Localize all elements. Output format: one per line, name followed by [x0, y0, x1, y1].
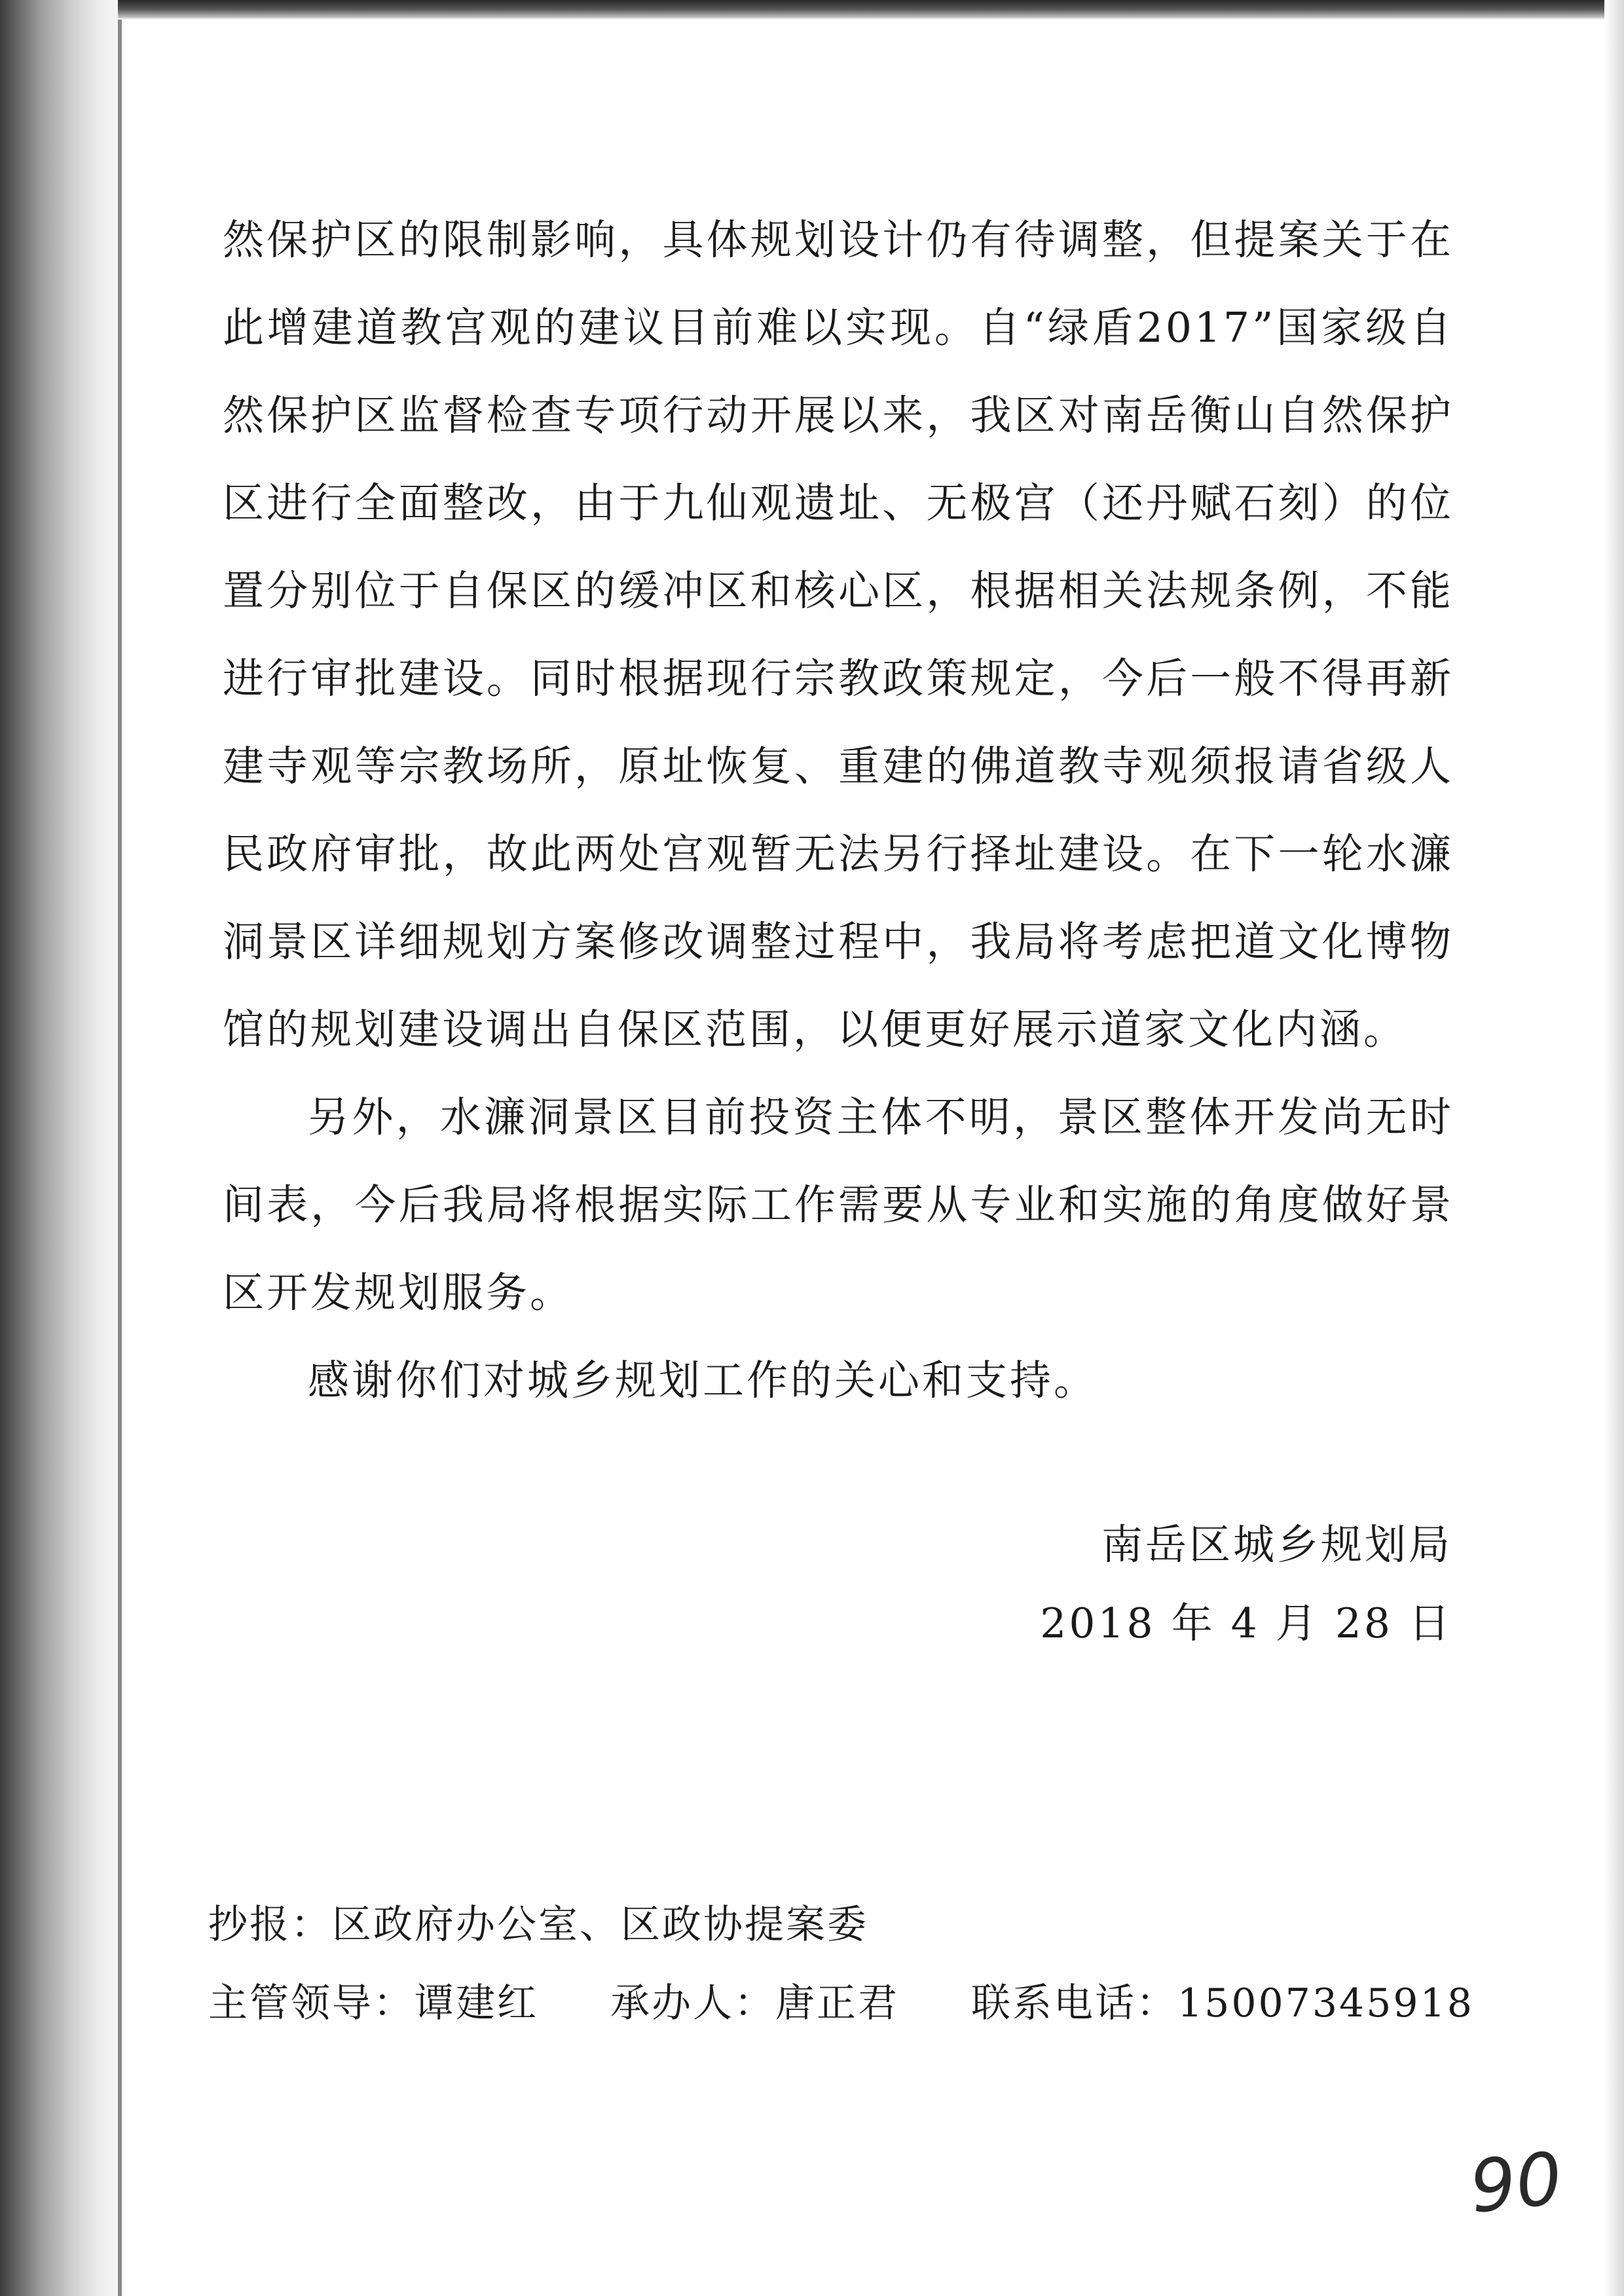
- paragraph-3: 感谢你们对城乡规划工作的关心和支持。: [308, 1357, 1098, 1404]
- scan-top-edge: [118, 0, 1624, 20]
- issue-date: 2018 年 4 月 28 日: [1040, 1599, 1452, 1647]
- phone-info: 联系电话：15007345918: [971, 1980, 1474, 2026]
- leader-info: 主管领导：谭建红: [208, 1980, 538, 2026]
- issuing-organization: 南岳区城乡规划局: [1101, 1521, 1452, 1569]
- footer-block: [208, 1886, 1474, 2043]
- cc-line: 抄报：区政府办公室、区政协提案委: [208, 1902, 868, 1948]
- scan-right-shadow: [1604, 0, 1624, 2296]
- paragraph-1: 然保护区的限制影响，具体规划设计仍有待调整，但提案关于在此增建道教宫观的建议目前难以实现。自“绿盾2017”国家级自然保护区监督检查专项行动开展以来，我区对南岳衡山自然保护区进行全面整改，由于九仙观遗址、无极宫（还丹赋石刻）的位置分别位于自保区的缓冲区和核心区，根据相关法规条例，不能进行审批建设。同时根据现行宗教政策规定，今后一般不得再新建寺观等宗教场所，原址恢复、重建的佛道教寺观须报请省级人民政府审批，故此两处宫观暂无法另行择址建设。在下一轮水濂洞景区详细规划方案修改调整过程中，我局将考虑把道文化博物馆的规划建设调出自保区范围，以便更好展示道家文化内涵。: [223, 216, 1454, 1053]
- scan-binding-shadow: [0, 0, 124, 2296]
- handler-info: 承办人：唐正君: [610, 1980, 899, 2026]
- signature-block: [1040, 1506, 1452, 1663]
- paragraph-2: 另外，水濂洞景区目前投资主体不明，景区整体开发尚无时间表，今后我局将根据实际工作需要从专业和实施的角度做好景区开发规划服务。: [223, 1093, 1454, 1317]
- scan-page-edge: [118, 0, 122, 2296]
- letter-body: [223, 196, 1454, 1425]
- handwritten-page-number: 90: [1466, 2136, 1566, 2229]
- contact-line: [208, 1964, 1474, 2043]
